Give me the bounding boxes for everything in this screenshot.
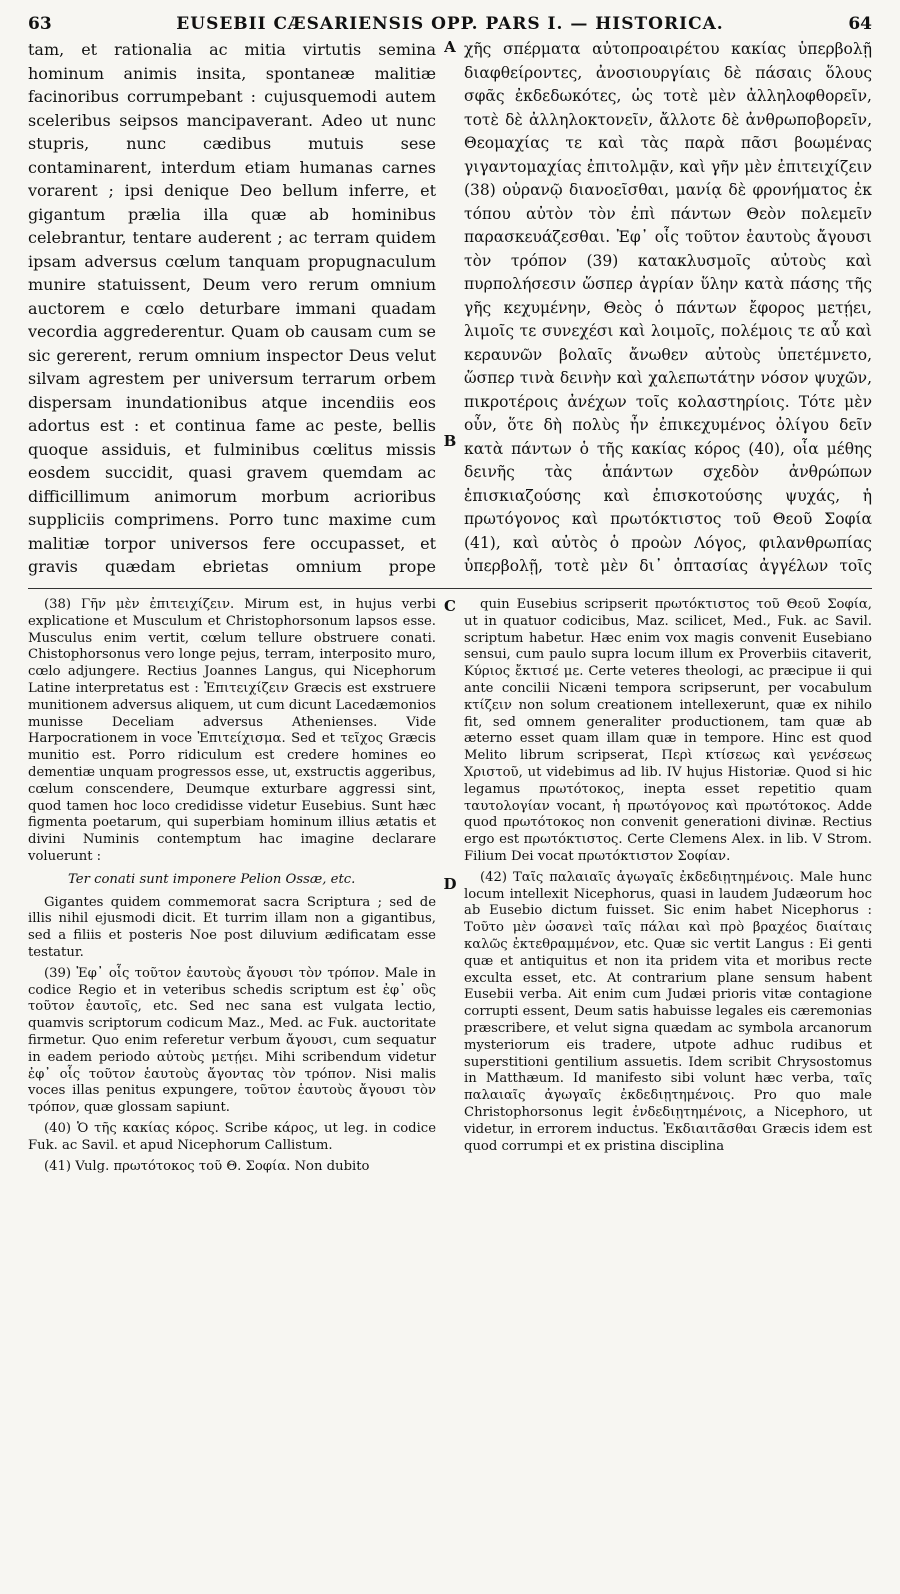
- latin-column: tam, et rationalia ac mitia virtutis semina hominum animis insita, spontaneæ malitiæ facinoribus corrumpebant : cujusquemodi autem sceleribus seipsos mancipaverant. Adeo ut nunc stupris, nunc cædibus mutuis sese contaminarent, interdum etiam humanas carnes vorarent ; ipsi denique Deo bellum inferre, et gigantum prælia illa quæ ab hominibus celebrantur, tentare auderent ; ac terram quidem ipsam adversus cœlum tanquam propugnaculum munire statuissent, Deum vero rerum omnium auctorem e cœlo deturbare immani quadam vecordia aggrederentur. Quam ob causam cum se sic gererent, rerum omnium inspector Deus velut silvam agrestem per universum terrarum orbem dispersam inundationibus atque incendiis eos adortus est : et continua fame ac peste, bellis quoque assiduis, et fulminibus cœlitus missis eosdem succidit, quasi gravem quemdam ac difficillimum animorum morbum acrioribus suppliciis comprimens. Porro tunc maxime cum malitiæ torpor universos fere occupasset, et gravis quædam ebrietas omnium prope: [28, 40, 436, 576]
- margin-letters-main: [442, 38, 458, 578]
- note-40: (40) Ὁ τῆς κακίας κόρος. Scribe κάρος, ut leg. in codice Fuk. ac Savil. et apud Nicephorum Callistum.: [28, 1120, 436, 1153]
- notes-divider: [28, 588, 872, 589]
- notes-left-column: [28, 597, 436, 1457]
- notes-right-column: [464, 597, 872, 1457]
- note-38: (38) Γῆν μὲν ἐπιτειχίζειν. Mirum est, in hujus verbi explicatione et Musculum et Christophorsonum lapsos esse. Musculus enim vertit, cœlum tellure obstruere conati. Chistophorsonus vero longe pejus, terram, interposito muro, cœlo adjungere. Rectius Joannes Langus, qui Nicephorum Latine interpretatus est : Ἐπιτειχίζειν Græcis est exstruere munitionem adversus aliquem, ut cum dicunt Lacedæmonios munisse Deceliam adversus Athenienses. Vide Harpocrationem in voce Ἐπιτείχισμα. Sed et τεῖχος Græcis munitio est. Porro ridiculum est credere homines eo dementiæ unquam progressos esse, ut, exstructis aggeribus, cœlum conscendere, Deumque exturbare aggressi sint, quod tamen hoc loco credidisse videtur Eusebius. Sunt hæc figmenta poetarum, qui superbiam hominum illius ætatis et divini Numinis contemptum hac imagine declarare voluerunt :: [28, 597, 436, 864]
- margin-letter-c: C: [444, 597, 456, 615]
- greek-column: χῆς σπέρματα αὐτοπροαιρέτου κακίας ὑπερβολῇ διαφθείροντες, ἀνοσιουργίαις δὲ πάσαις ὅλους σφᾶς ἐκδεδωκότες, ὡς τοτὲ μὲν ἀλληλοφθορεῖν, τοτὲ δὲ ἀλληλοκτονεῖν, ἄλλοτε δὲ ἀνθρωποβορεῖν, Θεομαχίας τε καὶ τὰς παρὰ πᾶσι βοωμένας γιγαντομαχίας ἐπιτολμᾷν, καὶ γῆν μὲν ἐπιτειχίζειν (38) οὐρανῷ διανοεῖσθαι, μανίᾳ δὲ φρονήματος ἐκ τόπου αὐτὸν τὸν ἐπὶ πάντων Θεὸν πολεμεῖν παρασκευάζεσθαι. Ἐφ᾽ οἷς τοῦτον ἑαυτοὺς ἄγουσι τὸν τρόπον (39) κατακλυσμοῖς αὐτοὺς καὶ πυρπολήσεσιν ὥσπερ ἀγρίαν ὕλην κατὰ πάσης τῆς γῆς κεχυμένην, Θεὸς ὁ πάντων ἔφορος μετῄει, λιμοῖς τε συνεχέσι καὶ λοιμοῖς, πολέμοις τε αὖ καὶ κεραυνῶν βολαῖς ἄνωθεν αὐτοὺς ὑπετέμνετο, ὥσπερ τινὰ δεινὴν καὶ χαλεπωτάτην νόσον ψυχῶν, πικροτέροις ἀνέχων τοῖς κολαστηρίοις. Τότε μὲν οὖν, ὅτε δὴ πολὺς ἦν ἐπικεχυμένος ὀλίγου δεῖν κατὰ πάντων ὁ τῆς κακίας κόρος (40), οἷα μέθης δεινῆς τὰς ἁπάντων σχεδὸν ἀνθρώπων ἐπισκιαζούσης καὶ ἐπισκοτούσης ψυχάς, ἡ πρωτόγονος καὶ πρωτόκτιστος τοῦ Θεοῦ Σοφία (41), καὶ αὐτὸς ὁ προὼν Λόγος, φιλανθρωπίας ὑπερβολῇ, τοτὲ μὲν δι᾽ ὀπτασίας ἀγγέλων τοῖς: [464, 40, 872, 575]
- note-38-verse: Ter conati sunt imponere Pelion Ossæ, etc.: [68, 871, 356, 887]
- note-41: (41) Vulg. πρωτότοκος τοῦ Θ. Σοφία. Non dubito: [44, 1158, 370, 1174]
- page-number-right: 64: [848, 14, 872, 34]
- margin-letter-d: D: [443, 875, 457, 893]
- note-39: (39) Ἐφ᾽ οἷς τοῦτον ἑαυτοὺς ἄγουσι τὸν τρόπον. Male in codice Regio et in veteribus schedis scriptum est ἐφ᾽ οὓς τοῦτον ἑαυτοῖς, etc. Sed nec sana est vulgata lectio, quamvis scriptorum codicum Maz., Med. ac Fuk. auctoritate firmetur. Quo enim referetur verbum ἄγουσι, cum sequatur in eadem periodo αὐτοὺς μετῄει. Mihi scribendum videtur ἐφ᾽ οἷς τοῦτον ἑαυτοὺς ἄγοντας τὸν τρόπον. Nisi malis voces illas penitus expungere, τοῦτον ἑαυτοὺς ἄγουσι τὸν τρόπον, quæ glossam sapiunt.: [28, 965, 436, 1116]
- footnotes: [28, 597, 872, 1457]
- page-number-left: 63: [28, 14, 52, 34]
- margin-letter-a: A: [444, 38, 456, 56]
- running-header: [28, 14, 872, 38]
- margin-letter-b: B: [443, 432, 457, 450]
- margin-letters-notes: [442, 597, 458, 1457]
- note-38-cont: Gigantes quidem commemorat sacra Scriptura ; sed de illis nihil ejusmodi dicit. Et turrim illam non a gigantibus, sed a filiis et posteris Noe post diluvium ædificatam esse testatur.: [28, 894, 436, 960]
- running-title: EUSEBII CÆSARIENSIS OPP. PARS I. — HISTORICA.: [176, 14, 724, 34]
- main-text: [28, 38, 872, 578]
- note-42: (42) Ταῖς παλαιαῖς ἀγωγαῖς ἐκδεδιῃτημένοις. Male hunc locum intellexit Nicephorus, quasi in laudem Judæorum hoc ab Eusebio dictum fuisset. Sic enim habet Nicephorus : Τοῦτο μὲν ὡσανεὶ ταῖς πάλαι καὶ πρὸ βραχέος διαίταις καλῶς ἐκτεθραμμένον, etc. Quæ sic vertit Langus : Ei genti quæ et antiquitus et non ita pridem vita et moribus recte exculta esset, etc. At contrarium plane sensum habent Eusebii verba. Ait enim cum Judæi prioris vitæ contagione corrupti essent, Deum satis habuisse legales eis cæremonias præscribere, et velut signa quædam ac symbola arcanorum mysteriorum eis tradere, utpote adhuc rudibus et superstitioni gentilium assuetis. Idem scribit Chrysostomus in Matthæum. Id manifesto sibi volunt hæc verba, ταῖς παλαιαῖς ἀγωγαῖς ἐκδεδιῃτημένοις. Pro quo male Christophorsonus legit ἐνδεδιῃτημένοις, a Nicephoro, ut videtur, in errorem inductus. Ἐκδιαιτᾶσθαι Græcis idem est quod corrumpi et ex pristina disciplina: [464, 869, 872, 1154]
- note-41-cont: quin Eusebius scripserit πρωτόκτιστος τοῦ Θεοῦ Σοφία, ut in quatuor codicibus, Maz. scilicet, Med., Fuk. ac Savil. scriptum habetur. Hæc enim vox magis convenit Eusebiano sensui, cum paulo supra locum illum ex Proverbiis citaverit, Κύριος ἔκτισέ με. Certe veteres theologi, ac præcipue ii qui ante concilii Nicæni tempora scripserunt, per vocabulum κτίζειν non solum creationem intellexerunt, quæ ex nihilo fit, sed omnem generaliter productionem, tam quæ ab æterno esset quam illam quæ in tempore. Hinc est quod Melito librum scripserat, Περὶ κτίσεως καὶ γενέσεως Χριστοῦ, ut videbimus ad lib. IV hujus Historiæ. Quod si hic legamus πρωτότοκος, inepta esset repetitio quam ταυτολογίαν vocant, ἡ πρωτόγονος καὶ πρωτότοκος. Adde quod πρωτότοκος non convenit generationi divinæ. Rectius ergo est πρωτόκτιστος. Certe Clemens Alex. in lib. V Strom. Filium Dei vocat πρωτόκτιστον Σοφίαν.: [464, 597, 872, 864]
